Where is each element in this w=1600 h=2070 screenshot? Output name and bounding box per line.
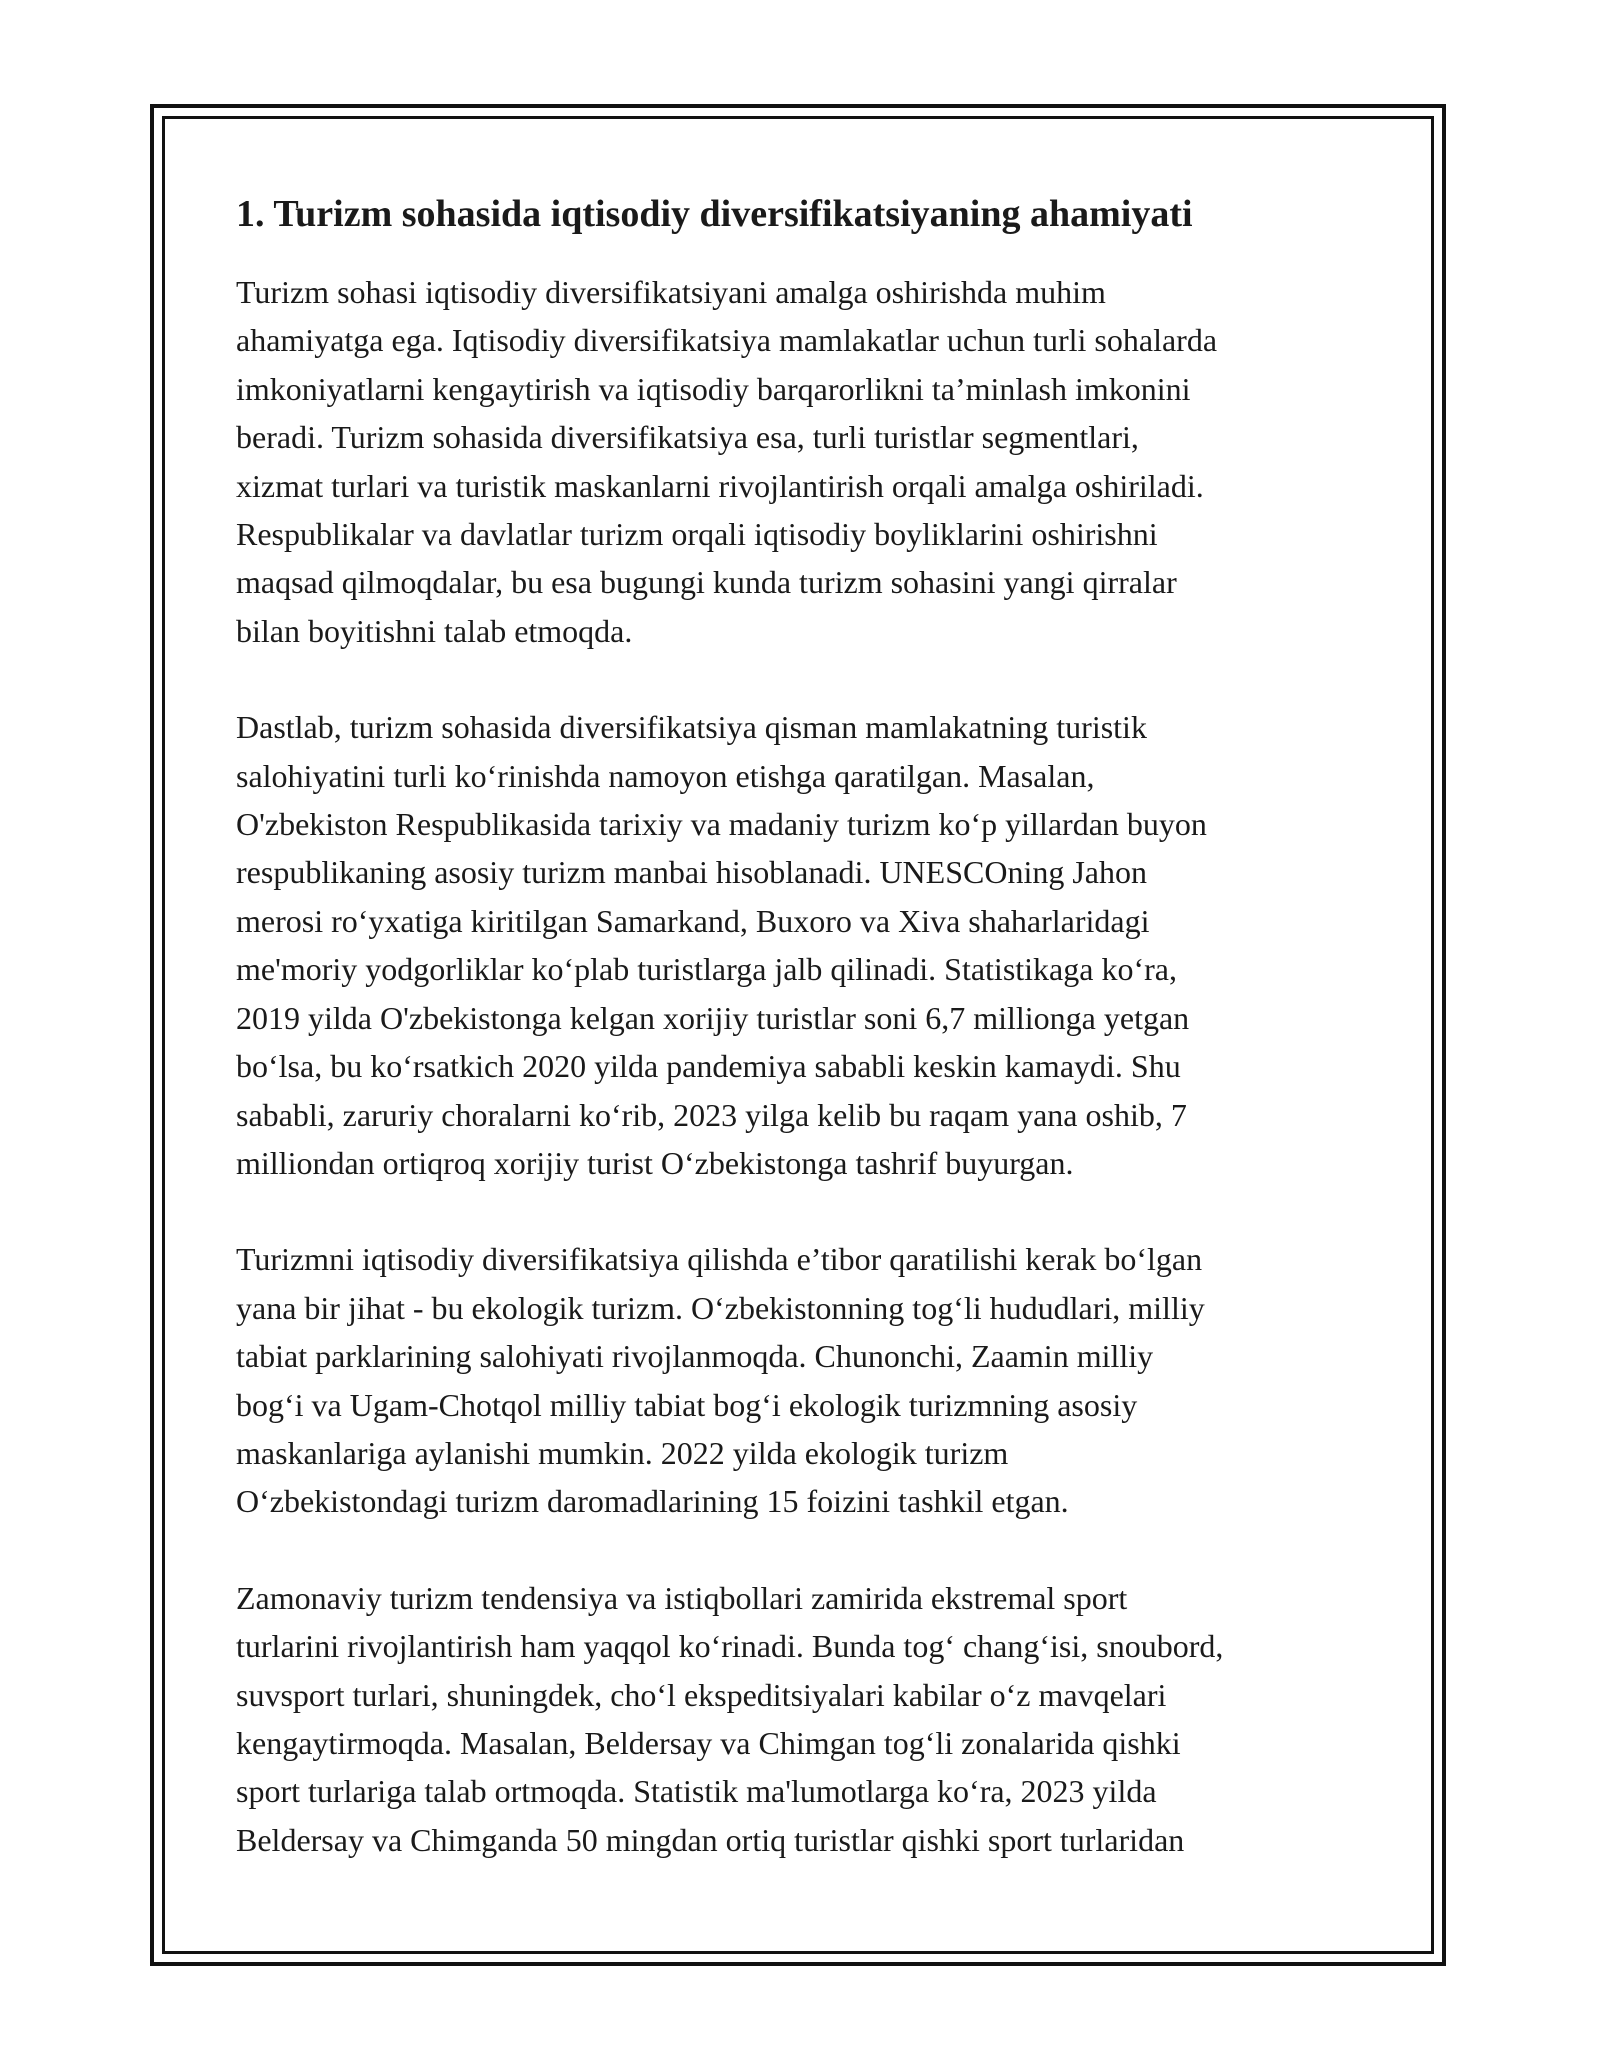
document-body [236,188,1386,1912]
text-line: sport turlariga talab ortmoqda. Statistik ma'lumotlarga koʻra, 2023 yilda [236,1773,1157,1810]
text-line: Beldersay va Chimganda 50 mingdan ortiq turistlar qishki sport turlaridan [236,1821,1185,1858]
text-line: maskanlariga aylanishi mumkin. 2022 yilda ekologik turizm [236,1434,1009,1471]
text-line: salohiyatini turli koʻrinishda namoyon etishga qaratilgan. Masalan, [236,757,1095,794]
text-line: Turizm sohasi iqtisodiy diversifikatsiyani amalga oshirishda muhim [236,274,1106,310]
paragraph-4 [236,1574,1386,1864]
text-line: 2019 yilda O'zbekistonga kelgan xorijiy turistlar soni 6,7 millionga yetgan [236,999,1190,1036]
text-line: milliondan ortiqroq xorijiy turist Oʻzbekistonga tashrif buyurgan. [236,1144,1074,1181]
text-line: yana bir jihat - bu ekologik turizm. Oʻzbekistonning togʻli hududlari, milliy [236,1289,1205,1326]
text-line: merosi roʻyxatiga kiritilgan Samarkand, Buxoro va Xiva shaharlaridagi [236,902,1150,939]
text-line: Zamonaviy turizm tendensiya va istiqbollari zamirida ekstremal sport [236,1579,1128,1616]
paragraph-3 [236,1235,1386,1525]
text-line: bogʻi va Ugam-Chotqol milliy tabiat bogʻi ekologik turizmning asosiy [236,1386,1138,1423]
text-line: Oʻzbekistondagi turizm daromadlarining 15 foizini tashkil etgan. [236,1483,1069,1520]
text-line: beradi. Turizm sohasida diversifikatsiya esa, turli turistlar segmentlari, [236,419,1139,456]
text-line: ahamiyatga ega. Iqtisodiy diversifikatsiya mamlakatlar uchun turli sohalarda [236,322,1218,359]
text-line: me'moriy yodgorliklar koʻplab turistlarga jalb qilinadi. Statistikaga koʻra, [236,951,1177,988]
text-line: imkoniyatlarni kengaytirish va iqtisodiy barqarorlikni ta’minlash imkonini [236,370,1191,407]
text-line: Dastlab, turizm sohasida diversifikatsiya qisman mamlakatning turistik [236,709,1147,746]
text-line: maqsad qilmoqdalar, bu esa bugungi kunda turizm sohasini yangi qirralar [236,564,1177,601]
text-line: Turizmni iqtisodiy diversifikatsiya qilishda e’tibor qaratilishi kerak boʻlgan [236,1241,1203,1278]
text-line: tabiat parklarining salohiyati rivojlanmoqda. Chunonchi, Zaamin milliy [236,1338,1154,1375]
text-line: xizmat turlari va turistik maskanlarni rivojlantirish orqali amalga oshiriladi. [236,467,1204,504]
text-line: Respublikalar va davlatlar turizm orqali iqtisodiy boyliklarini oshirishni [236,516,1158,553]
text-line: suvsport turlari, shuningdek, choʻl ekspeditsiyalari kabilar oʻz mavqelari [236,1676,1167,1713]
text-line: kengaytirmoqda. Masalan, Beldersay va Chimgan togʻli zonalarida qishki [236,1724,1181,1761]
text-line: respublikaning asosiy turizm manbai hisoblanadi. UNESCOning Jahon [236,854,1147,891]
text-line: bilan boyitishni talab etmoqda. [236,612,633,649]
text-line: O'zbekiston Respublikasida tarixiy va madaniy turizm koʻp yillardan buyon [236,806,1207,843]
text-line: boʻlsa, bu koʻrsatkich 2020 yilda pandemiya sababli keskin kamaydi. Shu [236,1048,1181,1085]
paragraph-2 [236,703,1386,1187]
paragraph-1 [236,268,1386,655]
text-line: sababli, zaruriy choralarni koʻrib, 2023 yilga kelib bu raqam yana oshib, 7 [236,1096,1187,1133]
text-line: turlarini rivojlantirish ham yaqqol koʻrinadi. Bunda togʻ changʻisi, snoubord, [236,1628,1224,1665]
section-heading: 1. Turizm sohasida iqtisodiy diversifikatsiyaning ahamiyati [236,193,1193,235]
